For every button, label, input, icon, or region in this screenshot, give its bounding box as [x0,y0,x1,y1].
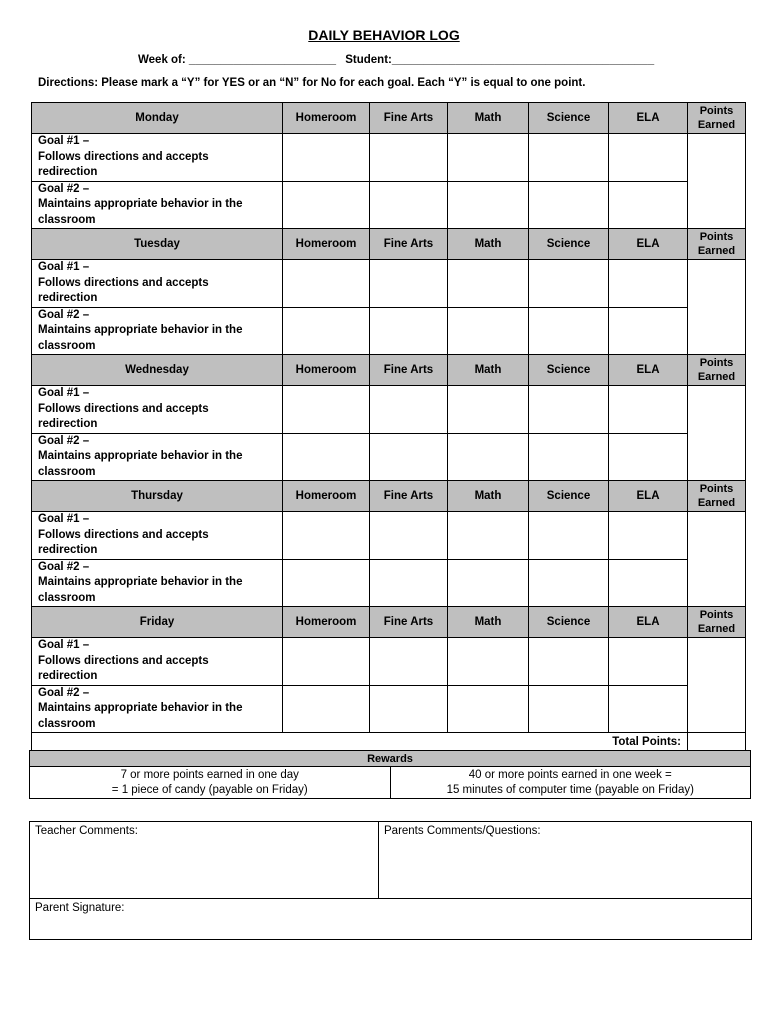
mark-cell[interactable] [283,181,370,229]
goal-row [32,307,746,355]
mark-cell[interactable] [370,307,448,355]
mark-cell[interactable] [609,386,688,434]
mark-cell[interactable] [529,433,609,481]
column-header: Homeroom [283,103,370,134]
total-points-label: Total Points: [32,733,688,752]
goal-line: classroom [38,213,96,226]
goal-row [32,512,746,560]
goal-line: redirection [38,292,98,304]
mark-cell[interactable] [283,685,370,733]
points-earned-header: Points Earned [688,481,746,512]
goal-description [32,386,283,434]
column-header: ELA [609,481,688,512]
mark-cell[interactable] [609,559,688,607]
reward-weekly [390,767,751,799]
day-header-row [32,481,746,512]
mark-cell[interactable] [448,685,529,733]
goal-line: redirection [38,544,98,556]
column-header: Fine Arts [370,103,448,134]
goal-title: Goal #1 – [38,387,90,399]
mark-cell[interactable] [609,134,688,182]
rewards-header: Rewards [30,751,751,767]
column-header: Fine Arts [370,607,448,638]
mark-cell[interactable] [448,559,529,607]
goal-description [32,260,283,308]
mark-cell[interactable] [448,260,529,308]
column-header: Fine Arts [370,355,448,386]
column-header: Science [529,607,609,638]
column-header: Math [448,607,529,638]
reward-weekly-line1: 40 or more points earned in one week = [468,768,672,781]
goal-description [32,512,283,560]
mark-cell[interactable] [529,307,609,355]
mark-cell[interactable] [529,559,609,607]
day-name: Friday [32,607,283,638]
points-earned-header: Points Earned [688,355,746,386]
directions-text: Directions: Please mark a “Y” for YES or an “N” for No for each goal. Each “Y” is equal to one point. [38,77,586,89]
points-earned-cell[interactable] [688,134,746,229]
mark-cell[interactable] [283,386,370,434]
day-header-row [32,229,746,260]
rewards-table [29,750,751,799]
goal-line: redirection [38,166,98,178]
goal-description [32,638,283,686]
column-header: Math [448,229,529,260]
reward-daily-line1: 7 or more points earned in one day [120,768,299,781]
goal-line: redirection [38,418,98,430]
column-header: Science [529,229,609,260]
column-header: Fine Arts [370,229,448,260]
goal-title: Goal #1 – [38,261,90,273]
mark-cell[interactable] [448,307,529,355]
goal-line: classroom [38,339,96,352]
mark-cell[interactable] [370,260,448,308]
week-blank: _______________________ [188,54,337,66]
goal-title: Goal #1 – [38,135,90,147]
behavior-log-table [31,102,746,752]
parent-signature-label: Parent Signature: [35,902,125,914]
day-name: Thursday [32,481,283,512]
comments-table [29,821,752,940]
column-header: Homeroom [283,481,370,512]
mark-cell[interactable] [448,134,529,182]
mark-cell[interactable] [609,685,688,733]
goal-row [32,685,746,733]
reward-weekly-line2: 15 minutes of computer time (payable on Friday) [446,783,694,796]
reward-daily [30,767,391,799]
column-header: Fine Arts [370,481,448,512]
day-header-row [32,607,746,638]
goal-row [32,134,746,182]
column-header: Homeroom [283,607,370,638]
total-row [32,733,746,752]
mark-cell[interactable] [370,433,448,481]
mark-cell[interactable] [370,685,448,733]
mark-cell[interactable] [370,559,448,607]
mark-cell[interactable] [370,134,448,182]
goal-row [32,559,746,607]
day-name: Wednesday [32,355,283,386]
goal-row [32,433,746,481]
goal-description [32,181,283,229]
goal-row [32,386,746,434]
mark-cell[interactable] [529,181,609,229]
mark-cell[interactable] [529,260,609,308]
mark-cell[interactable] [283,512,370,560]
mark-cell[interactable] [370,386,448,434]
mark-cell[interactable] [529,134,609,182]
points-earned-cell[interactable] [688,260,746,355]
goal-description [32,307,283,355]
page-title: DAILY BEHAVIOR LOG [308,27,460,43]
points-earned-header: Points Earned [688,607,746,638]
points-earned-cell[interactable] [688,638,746,733]
column-header: Math [448,481,529,512]
goal-title: Goal #1 – [38,639,90,651]
goal-title: Goal #2 – [38,434,90,447]
week-student-line [138,54,654,66]
mark-cell[interactable] [283,638,370,686]
goal-line: Follows directions and accepts [38,402,209,415]
mark-cell[interactable] [448,638,529,686]
teacher-comments-label: Teacher Comments: [35,825,138,837]
goal-line: Maintains appropriate behavior in the [38,576,243,588]
mark-cell[interactable] [448,181,529,229]
goal-line: classroom [38,717,96,730]
mark-cell[interactable] [370,181,448,229]
goal-description [32,685,283,733]
goal-title: Goal #2 – [38,560,90,573]
column-header: Math [448,355,529,386]
day-header-row [32,355,746,386]
mark-cell[interactable] [448,433,529,481]
day-header-row [32,103,746,134]
mark-cell[interactable] [283,260,370,308]
goal-line: Maintains appropriate behavior in the [38,198,243,210]
goal-line: Follows directions and accepts [38,654,209,667]
goal-title: Goal #2 – [38,308,90,321]
column-header: Science [529,355,609,386]
goal-line: classroom [38,465,96,478]
parents-comments-box[interactable] [379,822,752,899]
mark-cell[interactable] [529,638,609,686]
goal-row [32,181,746,229]
goal-row [32,260,746,308]
column-header: ELA [609,355,688,386]
day-name: Tuesday [32,229,283,260]
total-points-cell[interactable] [688,733,746,752]
column-header: ELA [609,103,688,134]
column-header: Homeroom [283,355,370,386]
mark-cell[interactable] [448,386,529,434]
mark-cell[interactable] [609,307,688,355]
goal-title: Goal #2 – [38,182,90,195]
goal-description [32,433,283,481]
points-earned-cell[interactable] [688,512,746,607]
column-header: Homeroom [283,229,370,260]
mark-cell[interactable] [609,638,688,686]
column-header: Science [529,481,609,512]
column-header: ELA [609,607,688,638]
mark-cell[interactable] [370,512,448,560]
goal-line: Maintains appropriate behavior in the [38,324,243,336]
parent-signature-box[interactable] [30,899,752,940]
points-earned-header: Points Earned [688,229,746,260]
teacher-comments-box[interactable] [30,822,379,899]
parents-comments-label: Parents Comments/Questions: [384,825,541,837]
column-header: Science [529,103,609,134]
mark-cell[interactable] [283,134,370,182]
goal-row [32,638,746,686]
goal-title: Goal #2 – [38,686,90,699]
goal-line: Follows directions and accepts [38,528,209,541]
mark-cell[interactable] [609,260,688,308]
goal-line: redirection [38,670,98,682]
mark-cell[interactable] [448,512,529,560]
mark-cell[interactable] [370,638,448,686]
mark-cell[interactable] [283,307,370,355]
mark-cell[interactable] [529,386,609,434]
mark-cell[interactable] [529,685,609,733]
mark-cell[interactable] [529,512,609,560]
goal-description [32,134,283,182]
student-blank: _________________________________________ [391,54,655,66]
mark-cell[interactable] [609,433,688,481]
week-label: Week of: [138,54,186,66]
reward-daily-line2: = 1 piece of candy (payable on Friday) [111,783,308,796]
goal-line: Follows directions and accepts [38,150,209,163]
column-header: Math [448,103,529,134]
mark-cell[interactable] [283,559,370,607]
goal-description [32,559,283,607]
points-earned-header: Points Earned [688,103,746,134]
student-label: Student: [345,54,392,66]
mark-cell[interactable] [609,512,688,560]
mark-cell[interactable] [609,181,688,229]
mark-cell[interactable] [283,433,370,481]
goal-title: Goal #1 – [38,513,90,525]
goal-line: classroom [38,591,96,604]
points-earned-cell[interactable] [688,386,746,481]
day-name: Monday [32,103,283,134]
goal-line: Follows directions and accepts [38,276,209,289]
goal-line: Maintains appropriate behavior in the [38,450,243,462]
column-header: ELA [609,229,688,260]
goal-line: Maintains appropriate behavior in the [38,702,243,714]
